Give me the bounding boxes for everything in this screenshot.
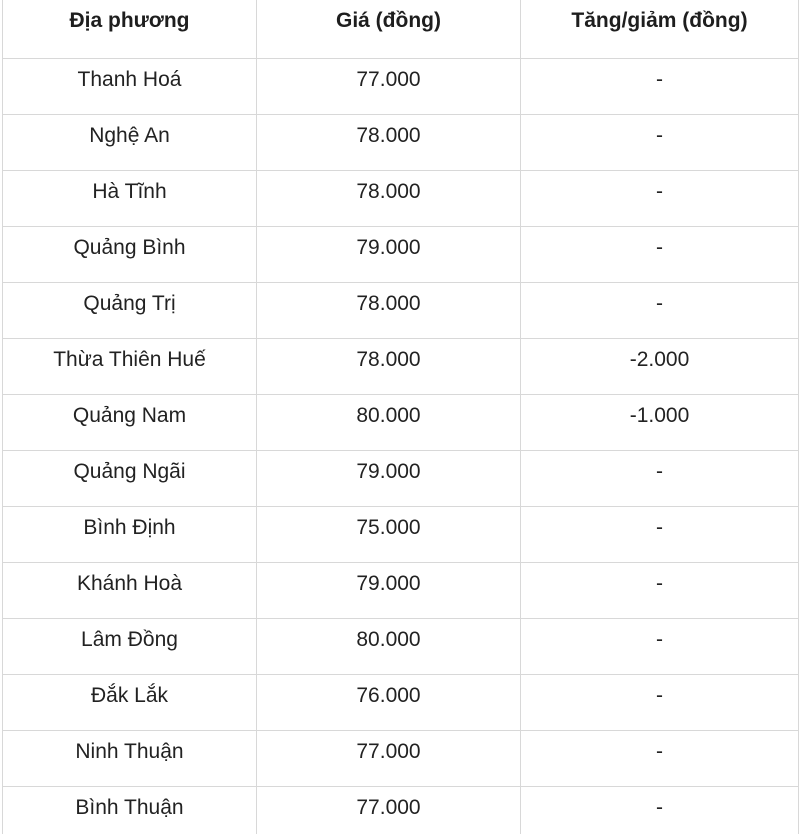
cell-region: Nghệ An — [3, 115, 257, 171]
cell-price: 77.000 — [257, 59, 521, 115]
table-row — [3, 451, 799, 507]
cell-price: 78.000 — [257, 339, 521, 395]
cell-price: 77.000 — [257, 787, 521, 834]
cell-region: Hà Tĩnh — [3, 171, 257, 227]
table-row — [3, 731, 799, 787]
header-change: Tăng/giảm (đồng) — [521, 0, 799, 59]
cell-price: 80.000 — [257, 395, 521, 451]
cell-change: - — [521, 227, 799, 283]
cell-region: Bình Định — [3, 507, 257, 563]
cell-price: 80.000 — [257, 619, 521, 675]
cell-price: 78.000 — [257, 171, 521, 227]
table-row — [3, 115, 799, 171]
cell-region: Thanh Hoá — [3, 59, 257, 115]
table-row — [3, 283, 799, 339]
cell-price: 77.000 — [257, 731, 521, 787]
cell-region: Khánh Hoà — [3, 563, 257, 619]
table-row — [3, 675, 799, 731]
cell-change: - — [521, 787, 799, 834]
header-row — [3, 0, 799, 59]
cell-price: 79.000 — [257, 227, 521, 283]
cell-change: - — [521, 451, 799, 507]
header-price: Giá (đồng) — [257, 0, 521, 59]
cell-region: Quảng Ngãi — [3, 451, 257, 507]
table-row — [3, 787, 799, 834]
table-row — [3, 619, 799, 675]
cell-change: - — [521, 619, 799, 675]
cell-region: Bình Thuận — [3, 787, 257, 834]
cell-region: Quảng Nam — [3, 395, 257, 451]
cell-change: -2.000 — [521, 339, 799, 395]
cell-change: - — [521, 731, 799, 787]
cell-region: Ninh Thuận — [3, 731, 257, 787]
table-row — [3, 171, 799, 227]
cell-price: 78.000 — [257, 283, 521, 339]
cell-change: - — [521, 59, 799, 115]
table-row — [3, 339, 799, 395]
cell-change: - — [521, 675, 799, 731]
cell-change: - — [521, 115, 799, 171]
cell-price: 76.000 — [257, 675, 521, 731]
price-table — [2, 0, 799, 834]
cell-price: 79.000 — [257, 563, 521, 619]
table-row — [3, 395, 799, 451]
cell-change: -1.000 — [521, 395, 799, 451]
cell-price: 78.000 — [257, 115, 521, 171]
cell-region: Quảng Trị — [3, 283, 257, 339]
cell-price: 79.000 — [257, 451, 521, 507]
cell-price: 75.000 — [257, 507, 521, 563]
cell-change: - — [521, 171, 799, 227]
cell-change: - — [521, 563, 799, 619]
table-row — [3, 563, 799, 619]
table-row — [3, 59, 799, 115]
cell-region: Đắk Lắk — [3, 675, 257, 731]
cell-region: Quảng Bình — [3, 227, 257, 283]
header-region: Địa phương — [3, 0, 257, 59]
table-row — [3, 227, 799, 283]
cell-region: Thừa Thiên Huế — [3, 339, 257, 395]
cell-region: Lâm Đồng — [3, 619, 257, 675]
table-row — [3, 507, 799, 563]
cell-change: - — [521, 507, 799, 563]
cell-change: - — [521, 283, 799, 339]
